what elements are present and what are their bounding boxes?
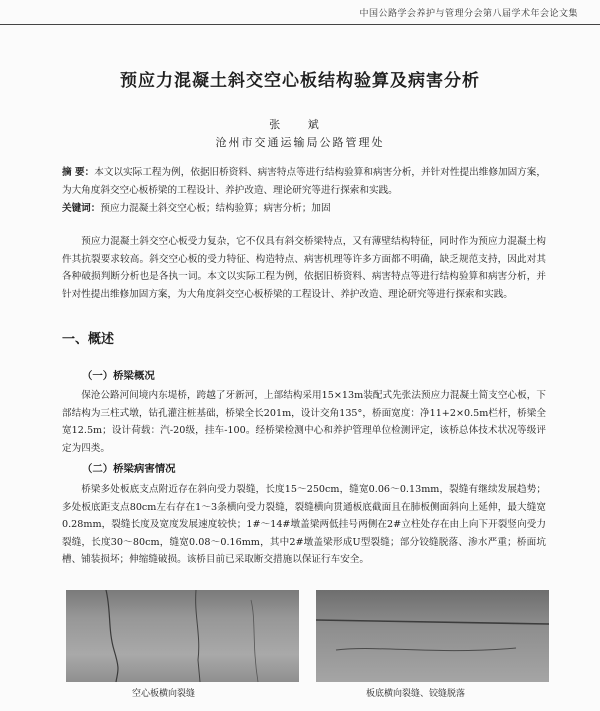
bridge-overview-paragraph: 保沧公路河间境内东堤桥，跨越了牙新河，上部结构采用15×13m装配式先张法预应力混凝土简支空心板，下部结构为三柱式墩，钻孔灌注桩基础，桥梁全长201m，设计交角135°，桥面宽度：净11+2×0.5m栏杆，桥梁全宽12.5m；设计荷载：汽-20级，挂车-100。经桥梁检测中心和养护管理单位检测评定，该桥总体技术状况等级评定为四类。 (62, 390, 546, 454)
bridge-defects-paragraph: 桥梁多处板底支点附近存在斜向受力裂缝，长度15～250cm，缝宽0.06～0.13mm，裂缝有继续发展趋势；多处板底距支点80cm左右存在1～3条横向受力裂缝，裂缝横向贯通板底截面且在肺板侧面斜向上延伸，最大缝宽0.28mm，裂缝长度及宽度发展速度较快；1#～14#墩盖梁两低挂号两侧在2#立柱处存在由上向下开裂竖向受力裂缝，长度30～80cm，缝宽0.08～0.16mm，其中2#墩盖梁形成U型裂缝；部分铰缝脱落、渗水严重；桥面坑槽、铺装损坏；伸缩缝破损。该桥目前已采取断交措施以保证行车安全。 (62, 484, 546, 566)
keywords-text: 预应力混凝土斜交空心板；结构验算；病害分析；加固 (100, 203, 331, 214)
intro-paragraph: 预应力混凝土斜交空心板受力复杂，它不仅具有斜交桥梁特点，又有薄壁结构特征，同时作为预应力混凝土构件其抗裂要求较高。斜交空心板的受力特征、构造特点、病害机理等许多方面都不明确，缺乏规范支持，因此对其各种破损判断分析也是各执一词。本文以实际工程为例，依据旧桥资料、病害特点等进行结构验算和病害分析，并针对性提出维修加固方案，为大角度斜交空心板桥梁的工程设计、养护改造、理论研究等进行探索和实践。 (62, 236, 546, 300)
paper-title: 预应力混凝土斜交空心板结构验算及病害分析 (120, 71, 480, 91)
abstract-label: 摘 要： (62, 167, 95, 178)
abstract (62, 164, 546, 199)
keywords (62, 200, 546, 218)
crack-lines-right (316, 590, 549, 682)
header-rule (0, 24, 600, 25)
subsection-heading-bridge-overview: （一）桥梁概况 (82, 370, 155, 382)
abstract-text: 本文以实际工程为例，依据旧桥资料、病害特点等进行结构验算和病害分析，并针对性提出维修加固方案，为大角度斜交空心板桥梁的工程设计、养护改造、理论研究等进行探索和实践。 (62, 167, 546, 196)
figure-caption-left: 空心板横向裂缝 (132, 689, 196, 699)
running-header: 中国公路学会养护与管理分会第八届学术年会论文集 (359, 9, 578, 19)
figure-caption-right: 板底横向裂缝、铰缝脱落 (366, 689, 466, 699)
affiliation: 沧州市交通运输局公路管理处 (215, 136, 385, 149)
crack-lines-left (66, 590, 299, 682)
crack-photo-left (66, 590, 299, 682)
subsection-heading-bridge-defects: （二）桥梁病害情况 (82, 463, 176, 475)
author: 张 斌 (269, 118, 331, 131)
section-heading-overview: 一、概述 (62, 332, 115, 347)
keywords-label: 关键词： (62, 203, 101, 214)
crack-photo-right (316, 590, 549, 682)
